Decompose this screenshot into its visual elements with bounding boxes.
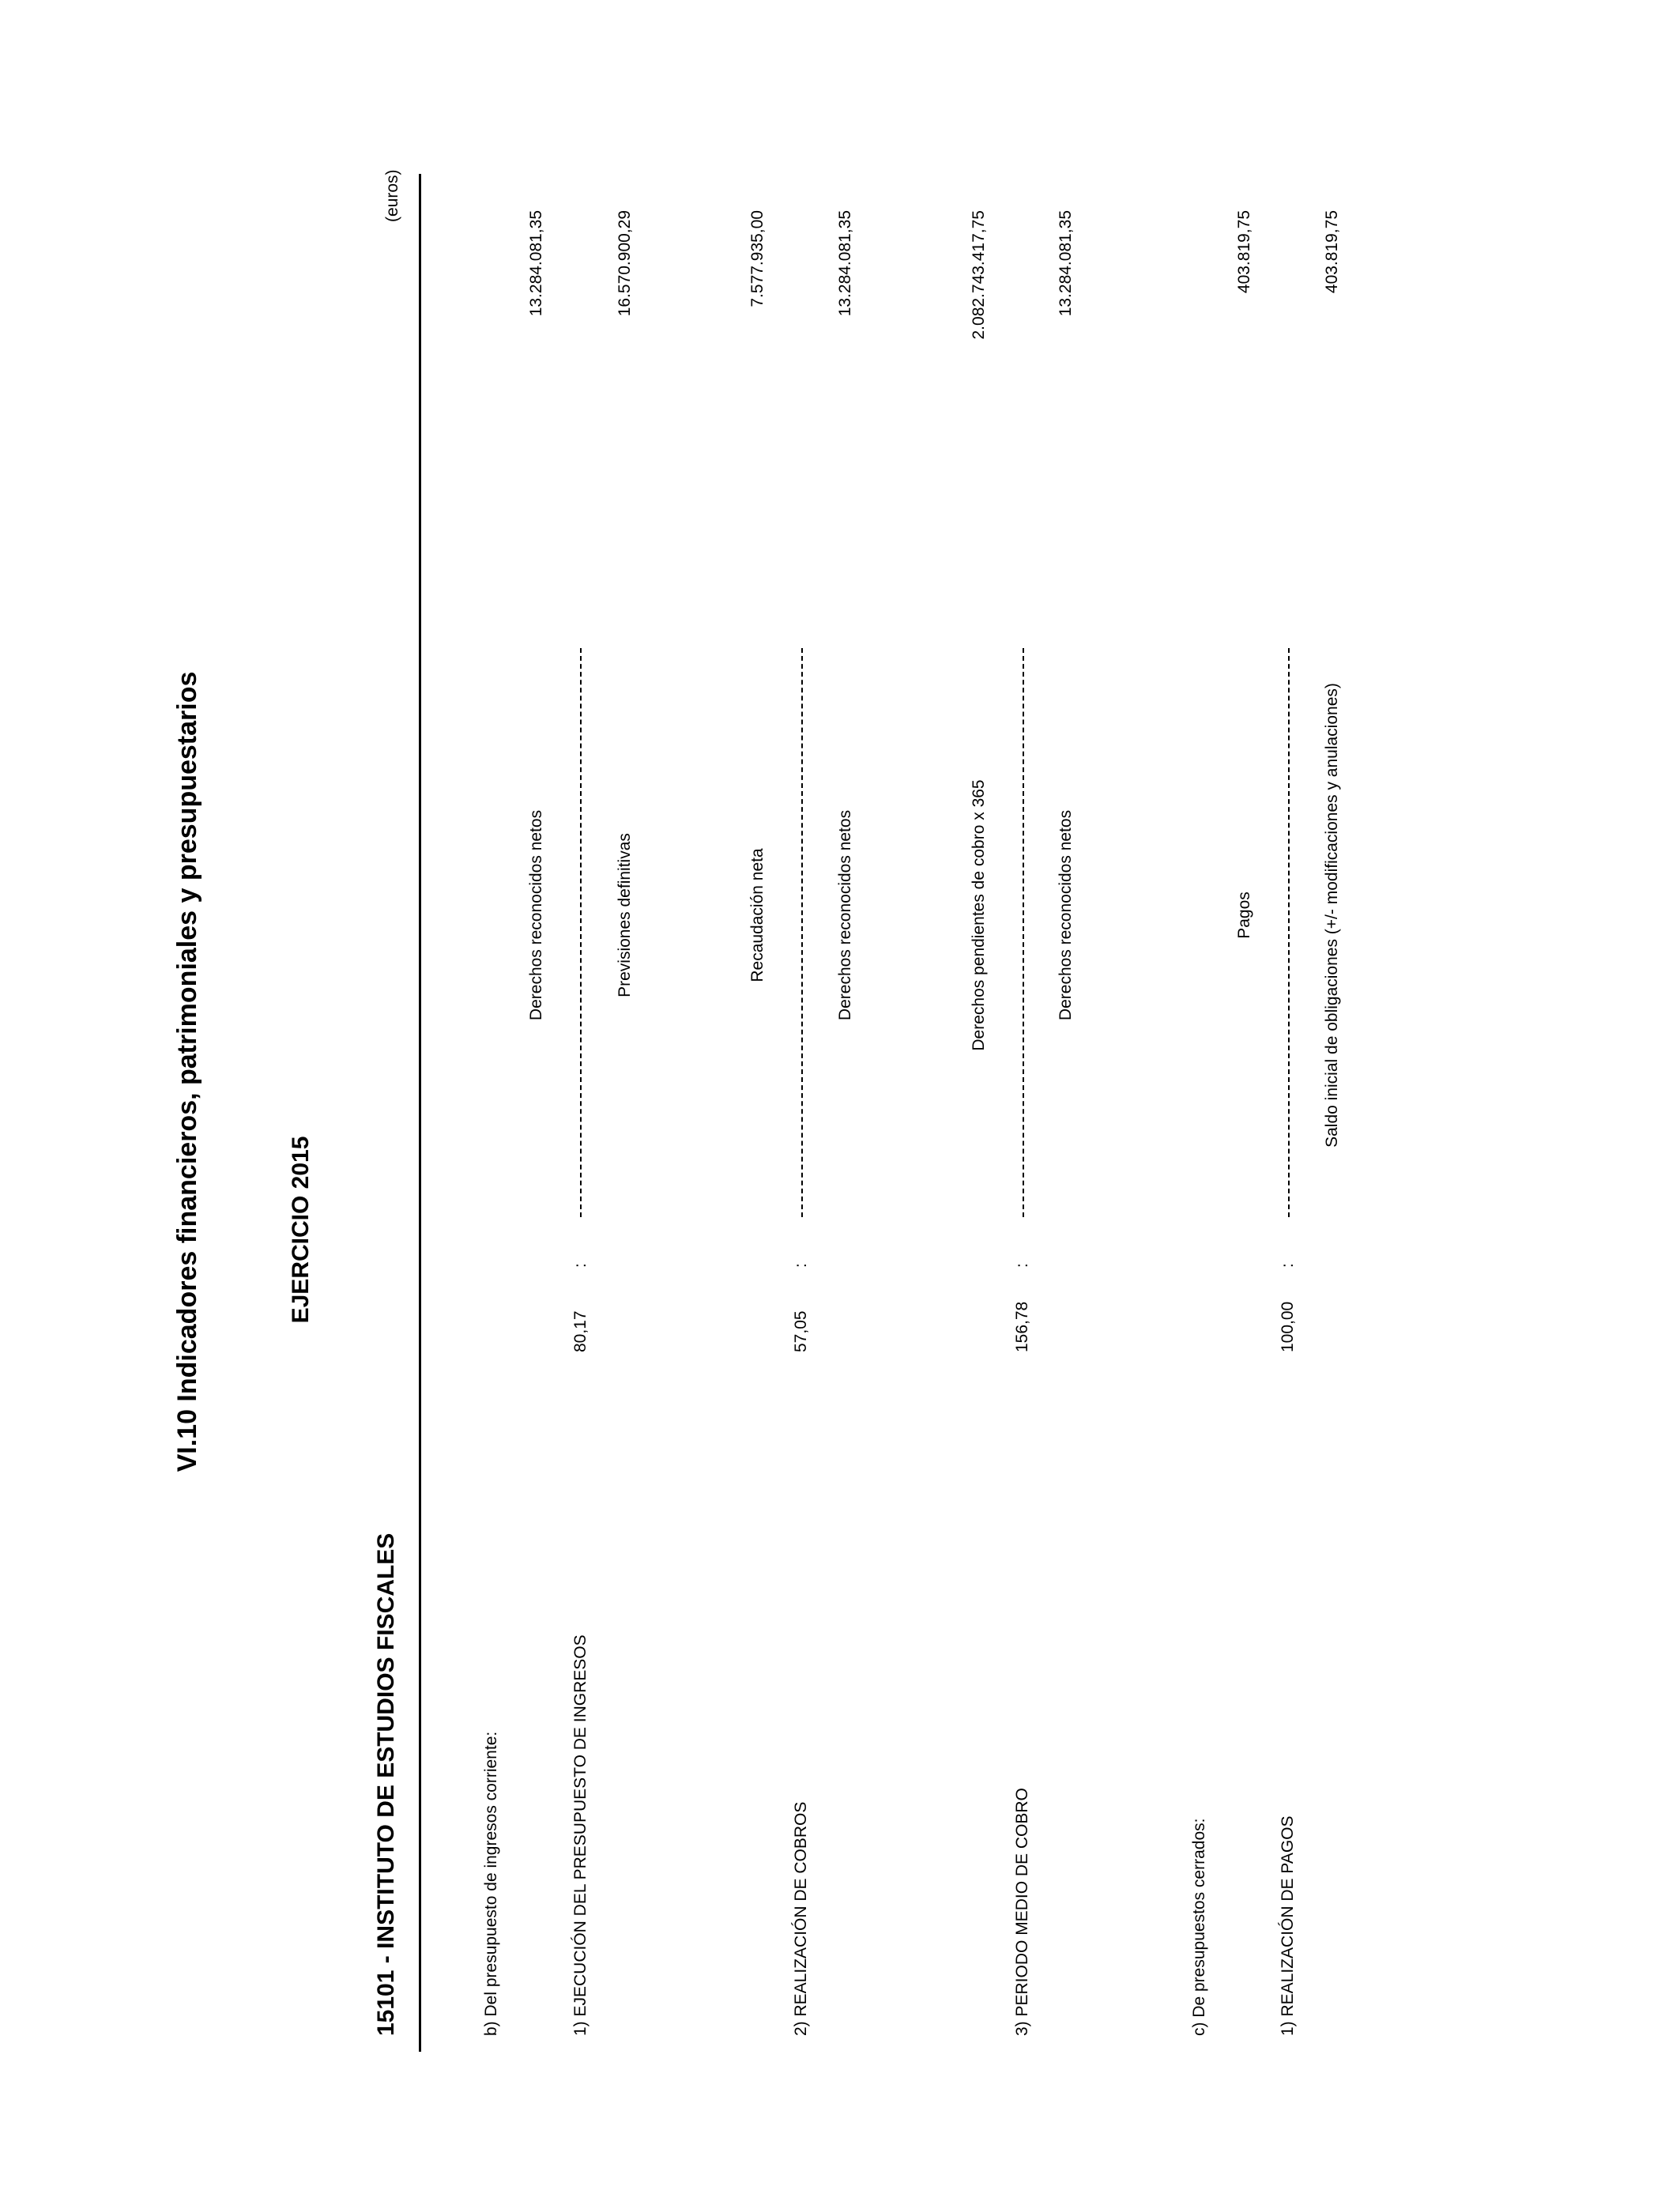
indicator-3-label: 3) PERIODO MEDIO DE COBRO bbox=[1013, 1788, 1031, 2036]
indicator-4-colon: : bbox=[1279, 1263, 1297, 1268]
indicator-2-numerator-value: 7.577.935,00 bbox=[748, 210, 767, 307]
indicator-1-fraction-line bbox=[580, 648, 582, 1217]
indicator-2-value: 57,05 bbox=[792, 1310, 810, 1352]
indicator-2-denominator: Derechos reconocidos netos bbox=[836, 809, 854, 1021]
section-cerrados: c) De presupuestos cerrados: bbox=[1190, 1818, 1208, 2036]
indicator-4-label: 1) REALIZACIÓN DE PAGOS bbox=[1279, 1815, 1297, 2036]
indicator-4-denominator: Saldo inicial de obligaciones (+/- modificaciones y anulaciones) bbox=[1323, 683, 1341, 1148]
indicator-1-numerator-value: 13.284.081,35 bbox=[527, 210, 545, 317]
indicator-3-value: 156,78 bbox=[1013, 1301, 1031, 1352]
indicator-2-fraction-line bbox=[801, 648, 803, 1217]
indicator-1-value: 80,17 bbox=[571, 1310, 590, 1352]
entity-heading: 15101 - INSTITUTO DE ESTUDIOS FISCALES bbox=[373, 1532, 399, 2036]
indicator-3-fraction-line bbox=[1023, 648, 1024, 1217]
indicator-3-denominator: Derechos reconocidos netos bbox=[1057, 809, 1075, 1021]
indicator-4-fraction-line bbox=[1288, 648, 1290, 1217]
indicator-4-value: 100,00 bbox=[1279, 1301, 1297, 1352]
indicator-1-denominator: Previsiones definitivas bbox=[616, 833, 634, 997]
indicator-2-numerator: Recaudación neta bbox=[748, 848, 767, 982]
indicator-4-denominator-value: 403.819,75 bbox=[1323, 210, 1341, 294]
indicator-4-numerator: Pagos bbox=[1235, 892, 1253, 939]
indicator-1-label: 1) EJECUCIÓN DEL PRESUPUESTO DE INGRESOS bbox=[571, 1634, 590, 2036]
indicator-1-denominator-value: 16.570.900,29 bbox=[616, 210, 634, 317]
ejercicio-heading: EJERCICIO 2015 bbox=[288, 1136, 314, 1324]
indicator-2-label: 2) REALIZACIÓN DE COBROS bbox=[792, 1801, 810, 2036]
section-ingresos-corriente: b) Del presupuesto de ingresos corriente: bbox=[482, 1731, 500, 2036]
page-title: VI.10 Indicadores financieros, patrimoniales y presupuestarios bbox=[172, 671, 202, 1472]
header-rule bbox=[419, 174, 421, 2052]
indicator-3-numerator-value: 2.082.743.417,75 bbox=[970, 210, 988, 340]
indicator-1-numerator: Derechos reconocidos netos bbox=[527, 809, 545, 1021]
indicator-4-numerator-value: 403.819,75 bbox=[1235, 210, 1253, 294]
indicator-1-colon: : bbox=[571, 1263, 590, 1268]
indicator-2-denominator-value: 13.284.081,35 bbox=[836, 210, 854, 317]
unit-label: (euros) bbox=[383, 169, 401, 222]
indicator-3-colon: : bbox=[1013, 1263, 1031, 1268]
indicator-3-numerator: Derechos pendientes de cobro x 365 bbox=[970, 779, 988, 1051]
indicator-3-denominator-value: 13.284.081,35 bbox=[1057, 210, 1075, 317]
indicator-2-colon: : bbox=[792, 1263, 810, 1268]
